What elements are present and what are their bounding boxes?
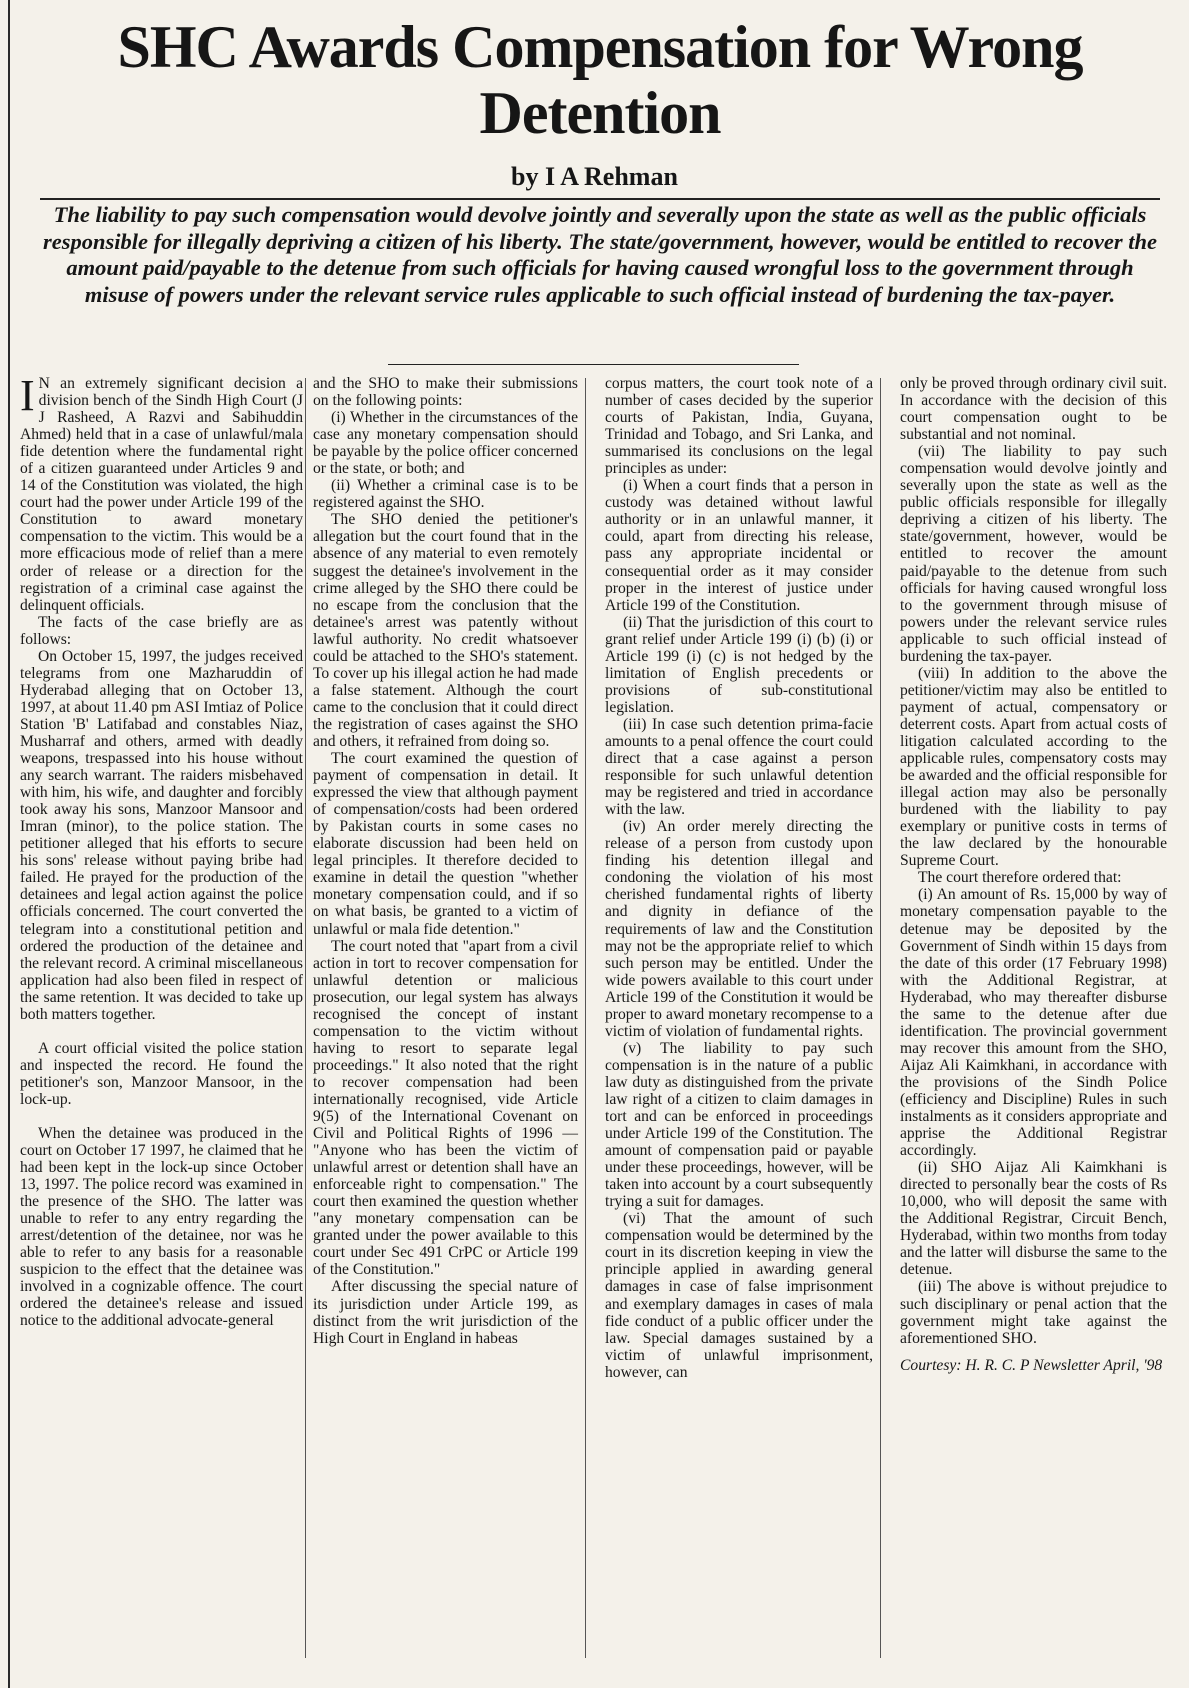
paragraph-text: N an extremely significant decision a division bench of the Sindh High Court (J J Rasheed, A Razvi and Sabihuddin Ahmed) held that in a case of unlawful/mala fide detention where the fundamental right of a citizen guaranteed under Articles 9 and 14 of the Constitution was violated, the high court had the power under Article 199 of the Constitution to award monetary compensation to the victim. This would be a more efficacious mode of relief than a mere order of release or a direction for the registration of a criminal case against the delinquent officials. bbox=[20, 375, 303, 614]
paragraph: (i) When a court finds that a person in custody was detained without lawful authority or in an unlawful manner, it could, apart from directing his release, pass any appropriate incidental or consequential order as it may consider proper in the interest of justice under Article 199 of the Constitution. bbox=[605, 477, 873, 614]
paragraph: A court official visited the police station and inspected the record. He found the petitioner's son, Manzoor Mansoor, in the lock-up. bbox=[20, 1039, 303, 1108]
standfirst: The liability to pay such compensation would devolve jointly and severally upon the state as well as the public officials responsible for illegally depriving a citizen of his liberty. The state/government, however, would be entitled to recover the amount paid/payable to the detenue from such officials for having caused wrongful loss to the government through misuse of powers under the relevant service rules applicable to such official instead of burdening the tax-payer. bbox=[40, 198, 1160, 308]
paragraph: only be proved through ordinary civil suit. In accordance with the decision of this court compensation ought to be substantial and not nominal. bbox=[900, 375, 1167, 444]
courtesy-credit: Courtesy: H. R. C. P Newsletter April, '98 bbox=[900, 1356, 1163, 1374]
column-4 bbox=[900, 375, 1167, 1374]
standfirst-rule bbox=[388, 364, 799, 365]
paragraph: (ii) SHO Aijaz Ali Kaimkhani is directed to personally bear the costs of Rs 10,000, who will deposit the same with the Additional Registrar, Circuit Bench, Hyderabad, within two months from today and the latter will disburse the same to the detenue. bbox=[900, 1159, 1167, 1279]
paragraph: After discussing the special nature of its jurisdiction under Article 199, as distinct from the writ jurisdiction of the High Court in England in habeas bbox=[313, 1278, 578, 1347]
paragraph: (vii) The liability to pay such compensation would devolve jointly and severally upon the state as well as the public officials responsible for illegally depriving a citizen of his liberty. The state/government, however, would be entitled to recover the amount paid/payable to the detenue from such officials for having caused wrongful loss to the government through misuse of powers under the relevant service rules applicable to such official instead of burdening the tax-payer. bbox=[900, 443, 1167, 665]
paragraph: (v) The liability to pay such compensation is in the nature of a public law duty as distinguished from the private law right of a citizen to claim damages in tort and can be enforced in proceedings under Article 199 of the Constitution. The amount of compensation paid or payable under these proceedings, however, will be taken into account by a court subsequently trying a suit for damages. bbox=[605, 1039, 873, 1211]
paragraph: The SHO denied the petitioner's allegation but the court found that in the absence of any material to even remotely suggest the detainee's involvement in the crime alleged by the SHO there could be no escape from the conclusion that the detainee's arrest was patently without lawful authority. No credit whatsoever could be attached to the SHO's statement. To cover up his illegal action he had made a false statement. Although the court came to the conclusion that it could direct the registration of cases against the SHO and others, it refrained from doing so. bbox=[313, 511, 578, 750]
paragraph: The court noted that "apart from a civil action in tort to recover compensation for unlawful detention or malicious prosecution, our legal system has always recognised the concept of instant compensation to the victim without having to resort to separate legal proceedings." It also noted that the right to recover compensation had been internationally recognised, vide Article 9(5) of the International Covenant on Civil and Political Rights of 1996 — "Anyone who has been the victim of unlawful arrest or detention shall have an enforceable right to compensation." The court then examined the question whether "any monetary compensation can be granted under the power available to this court under Sec 491 CrPC or Article 199 of the Constitution." bbox=[313, 937, 578, 1279]
page-margin-rule bbox=[8, 0, 10, 1688]
paragraph bbox=[20, 371, 303, 614]
byline: by I A Rehman bbox=[511, 162, 678, 191]
paragraph: (viii) In addition to the above the petitioner/victim may also be entitled to payment of actual, compensatory or deterrent costs. Apart from actual costs of litigation calculated according to the applicable rules, compensatory costs may be awarded and the official responsible for illegal action may also be personally burdened with the liability to pay exemplary or punitive costs in terms of the law declared by the honourable Supreme Court. bbox=[900, 664, 1167, 870]
paragraph: The facts of the case briefly are as follows: bbox=[20, 613, 303, 648]
column-2 bbox=[313, 375, 578, 1347]
paragraph: The court examined the question of payment of compensation in detail. It expressed the view that although payment of compensation/costs had been ordered by Pakistan courts in some cases no elaborate discussion had been held on legal principles. It therefore decided to examine in detail the question "whether monetary compensation could, and if so on what basis, be granted to a victim of unlawful or mala fide detention." bbox=[313, 750, 578, 938]
column-1 bbox=[20, 371, 303, 1330]
column-rule bbox=[305, 378, 306, 1658]
paragraph: (i) An amount of Rs. 15,000 by way of monetary compensation payable to the detenue may be deposited by the Government of Sindh within 15 days from the date of this order (17 February 1998) with the Additional Registrar, at Hyderabad, who may thereafter disburse the same to the detenue after due identification. The provincial government may recover this amount from the SHO, Aijaz Ali Kaimkhani, in accordance with the provisions of the Sindh Police (efficiency and Discipline) Rules in such instalments as it considers appropriate and apprise the Additional Registrar accordingly. bbox=[900, 886, 1167, 1160]
headline: SHC Awards Compensation for Wrong Detention bbox=[117, 14, 1083, 146]
paragraph: and the SHO to make their submissions on the following points: bbox=[313, 375, 578, 410]
paragraph: corpus matters, the court took note of a number of cases decided by the superior courts of Pakistan, India, Guyana, Trinidad and Tobago, and Sri Lanka, and summarised its conclusions on the legal principles as under: bbox=[605, 375, 873, 478]
column-3 bbox=[605, 375, 873, 1381]
drop-cap: I bbox=[20, 371, 35, 420]
paragraph: On October 15, 1997, the judges received telegrams from one Mazharuddin of Hyderabad alleging that on October 13, 1997, at about 11.40 pm ASI Imtiaz of Police Station 'B' Latifabad and constables Niaz, Musharraf and others, armed with deadly weapons, trespassed into his house without any search warrant. The raiders misbehaved with him, his wife, and daughter and forcibly took away his sons, Manzoor Mansoor and Imran (minor), to the police station. The petitioner alleged that his efforts to secure his sons' release without paying bribe had failed. He prayed for the production of the detainees and legal action against the police officials concerned. The court converted the telegram into a constitutional petition and ordered the production of the detainee and the relevant record. A criminal miscellaneous application had also been filed in respect of the same retention. It was decided to take up both matters together. bbox=[20, 647, 303, 1023]
paragraph: (iv) An order merely directing the release of a person from custody upon finding his detention illegal and condoning the violation of his most cherished fundamental rights of liberty and dignity in defiance of the requirements of law and the Constitution may not be the appropriate relief to which such person may be entitled. Under the wide powers available to this court under Article 199 of the Constitution it would be proper to award monetary recompense to a victim of violation of fundamental rights. bbox=[605, 818, 873, 1040]
paragraph: (iii) The above is without prejudice to such disciplinary or penal action that the government might take against the aforementioned SHO. bbox=[900, 1278, 1167, 1347]
paragraph: The court therefore ordered that: bbox=[918, 869, 1122, 887]
paragraph: (ii) That the jurisdiction of this court to grant relief under Article 199 (i) (b) (i) or Article 199 (i) (c) is not hedged by the limitation of English precedents or provisions of sub-constitutional legislation. bbox=[605, 613, 873, 716]
paragraph: (vi) That the amount of such compensation would be determined by the court in its discretion keeping in view the principle applied in awarding general damages in case of false imprisonment and exemplary damages in cases of mala fide conduct of a public officer under the law. Special damages sustained by a victim of unlawful imprisonment, however, can bbox=[605, 1210, 873, 1381]
paragraph: When the detainee was produced in the court on October 17 1997, he claimed that he had been kept in the lock-up since October 13, 1997. The police record was examined in the presence of the SHO. The latter was unable to refer to any entry regarding the arrest/detention of the detainee, nor was he able to refer to any basis for a reasonable suspicion to the effect that the detainee was involved in a cognizable offence. The court ordered the detainee's release and issued notice to the additional advocate-general bbox=[20, 1124, 303, 1330]
paragraph: (iii) In case such detention prima-facie amounts to a penal offence the court could direct that a case against a person responsible for such unlawful detention may be registered and tried in accordance with the law. bbox=[605, 715, 873, 819]
column-rule bbox=[880, 378, 881, 1658]
paragraph: (ii) Whether a criminal case is to be registered against the SHO. bbox=[313, 477, 578, 512]
column-rule bbox=[585, 378, 586, 1658]
paragraph: (i) Whether in the circumstances of the case any monetary compensation should be payable by the police officer concerned or the state, or both; and bbox=[313, 409, 578, 478]
